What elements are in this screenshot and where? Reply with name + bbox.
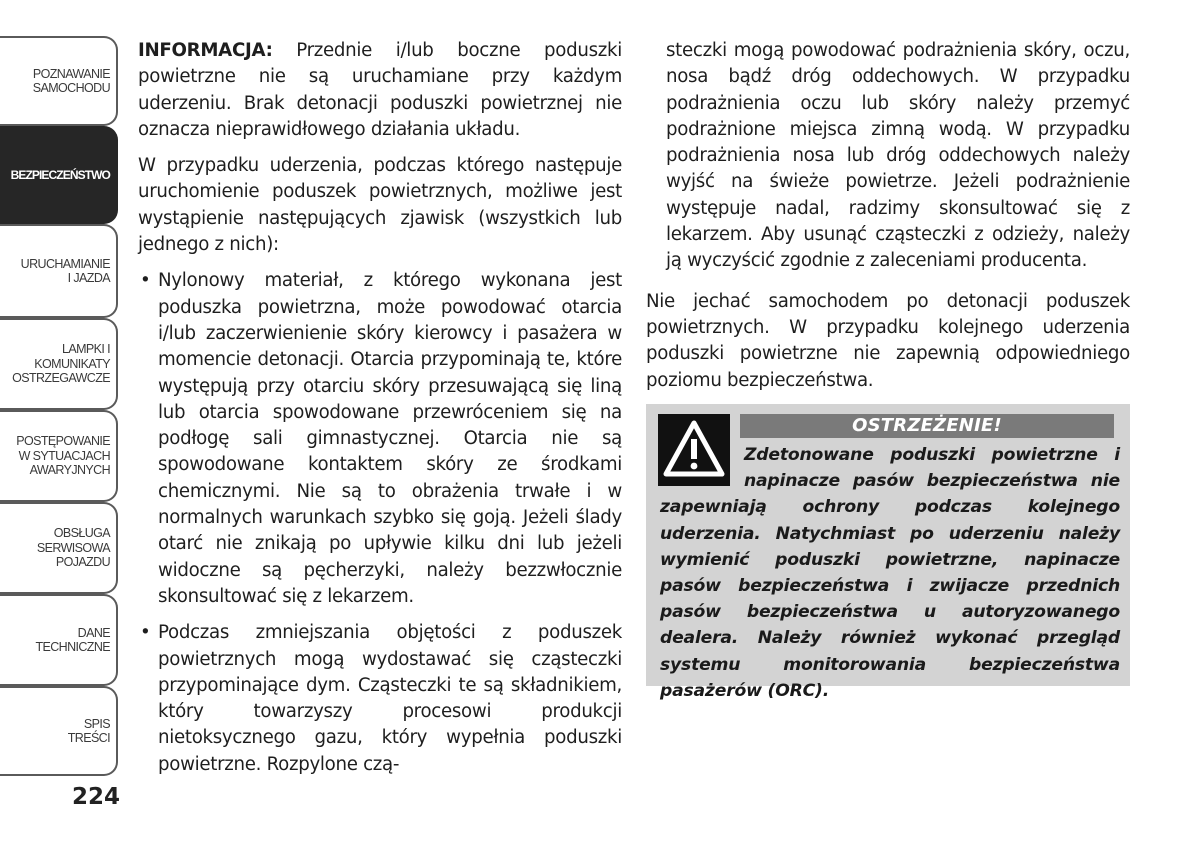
- tab-label: SPIS TREŚCI: [67, 716, 110, 745]
- list-item: • Podczas zmniejszania objętości z poduszek powietrznych mogą wydostawać się cząsteczki przypominające dym. Cząsteczki te są składnikiem, który towarzyszy procesowi produkcji nietoksycznego gazu, który wypełnia poduszki powietrzne. Rozpylone czą-: [138, 620, 622, 778]
- paragraph: Nie jechać samochodem po detonacji poduszek powietrznych. W przypadku kolejnego uderzenia poduszki powietrzne nie zapewnią odpowiedniego poziomu bezpieczeństwa.: [646, 290, 1130, 391]
- tab-label: BEZPIECZEŃSTWO: [10, 167, 110, 182]
- info-label: INFORMACJA:: [138, 40, 273, 61]
- page-number: 224: [72, 784, 121, 810]
- paragraph: W przypadku uderzenia, podczas którego następuje uruchomienie poduszek powietrznych, możliwe jest wystąpienie następujących zjawisk (wszystkich lub jednego z nich):: [138, 155, 622, 256]
- bullet-continuation: steczki mogą powodować podrażnienia skóry, oczu, nosa bądź dróg oddechowych. W przypadku podrażnienia oczu lub skóry należy przemyć podrażnione miejsca zimną wodą. W przypadku podrażnienia nosa lub dróg oddechowych należy wyjść na świeże powietrze. Jeżeli podrażnienie występuje nadal, radzimy skonsultować się z lekarzem. Aby usunąć cząsteczki z odzieży, należy ją wyczyścić zgodnie z zaleceniami producenta.: [666, 40, 1130, 272]
- tab-label: DANE TECHNICZNE: [35, 625, 110, 654]
- tab-poznawanie-samochodu[interactable]: [0, 36, 118, 126]
- tab-dane-techniczne[interactable]: [0, 594, 118, 686]
- left-column: [138, 38, 622, 788]
- tab-label: LAMPKI I KOMUNIKATY OSTRZEGAWCZE: [12, 342, 110, 386]
- warning-text: Zdetonowane poduszki powietrzne i napinacze pasów bezpieczeństwa nie zapewniają ochrony podczas kolejnego uderzenia. Natychmiast po uderzeniu należy wymienić poduszki powietrzne, napinacze pasów bezpieczeństwa i zwijacze przednich pasów bezpieczeństwa u autoryzowanego dealera. Należy również wykonać przegląd systemu monitorowania bezpieczeństwa pasażerów (ORC).: [660, 445, 1120, 701]
- warning-title: OSTRZEŻENIE!: [740, 414, 1114, 438]
- tab-spis-tresci[interactable]: [0, 686, 118, 776]
- info-paragraph: [138, 38, 622, 143]
- right-column: [646, 38, 1130, 404]
- icon-spacer: [660, 442, 744, 492]
- warning-box: [646, 404, 1130, 701]
- tab-label: OBSŁUGA SERWISOWA POJAZDU: [36, 526, 110, 570]
- info-text: Przednie i/lub boczne poduszki powietrzne nie są uruchamiane przy każdym uderzeniu. Brak detonacji poduszki powietrznej nie oznacza nieprawidłowego działania układu.: [138, 40, 622, 140]
- tab-label: POSTĘPOWANIE W SYTUACJACH AWARYJNYCH: [16, 434, 110, 478]
- tab-uruchamianie-i-jazda[interactable]: [0, 224, 118, 318]
- tab-label: POZNAWANIE SAMOCHODU: [32, 66, 110, 95]
- bullet-list: [138, 268, 622, 778]
- warning-text-block: [660, 442, 1120, 704]
- list-item: • Nylonowy materiał, z którego wykonana jest poduszka powietrzna, może powodować otarcia i/lub zaczerwienienie skóry kierowcy i pasażera w momencie detonacji. Otarcia przypominają te, które występują przy otarciu skóry przesuwającą się liną lub otarcia spowodowane przewróceniem się na podłogę sali gimnastycznej. Otarcia nie są spowodowane kontaktem skóry ze środkami chemicznymi. Nie są to obrażenia trwałe i w normalnych warunkach szybko się goją. Jeżeli ślady otarć nie znikają po upływie kilku dni lub jeżeli widoczne są pęcherzyki, należy bezzwłocznie skonsultować się z lekarzem.: [138, 268, 622, 610]
- tab-postepowanie-awaryjne[interactable]: [0, 410, 118, 502]
- tab-lampki-i-komunikaty[interactable]: [0, 318, 118, 410]
- tab-bezpieczenstwo[interactable]: [0, 126, 118, 224]
- tab-obsluga-serwisowa[interactable]: [0, 502, 118, 594]
- tab-label: URUCHAMIANIE I JAZDA: [20, 256, 110, 285]
